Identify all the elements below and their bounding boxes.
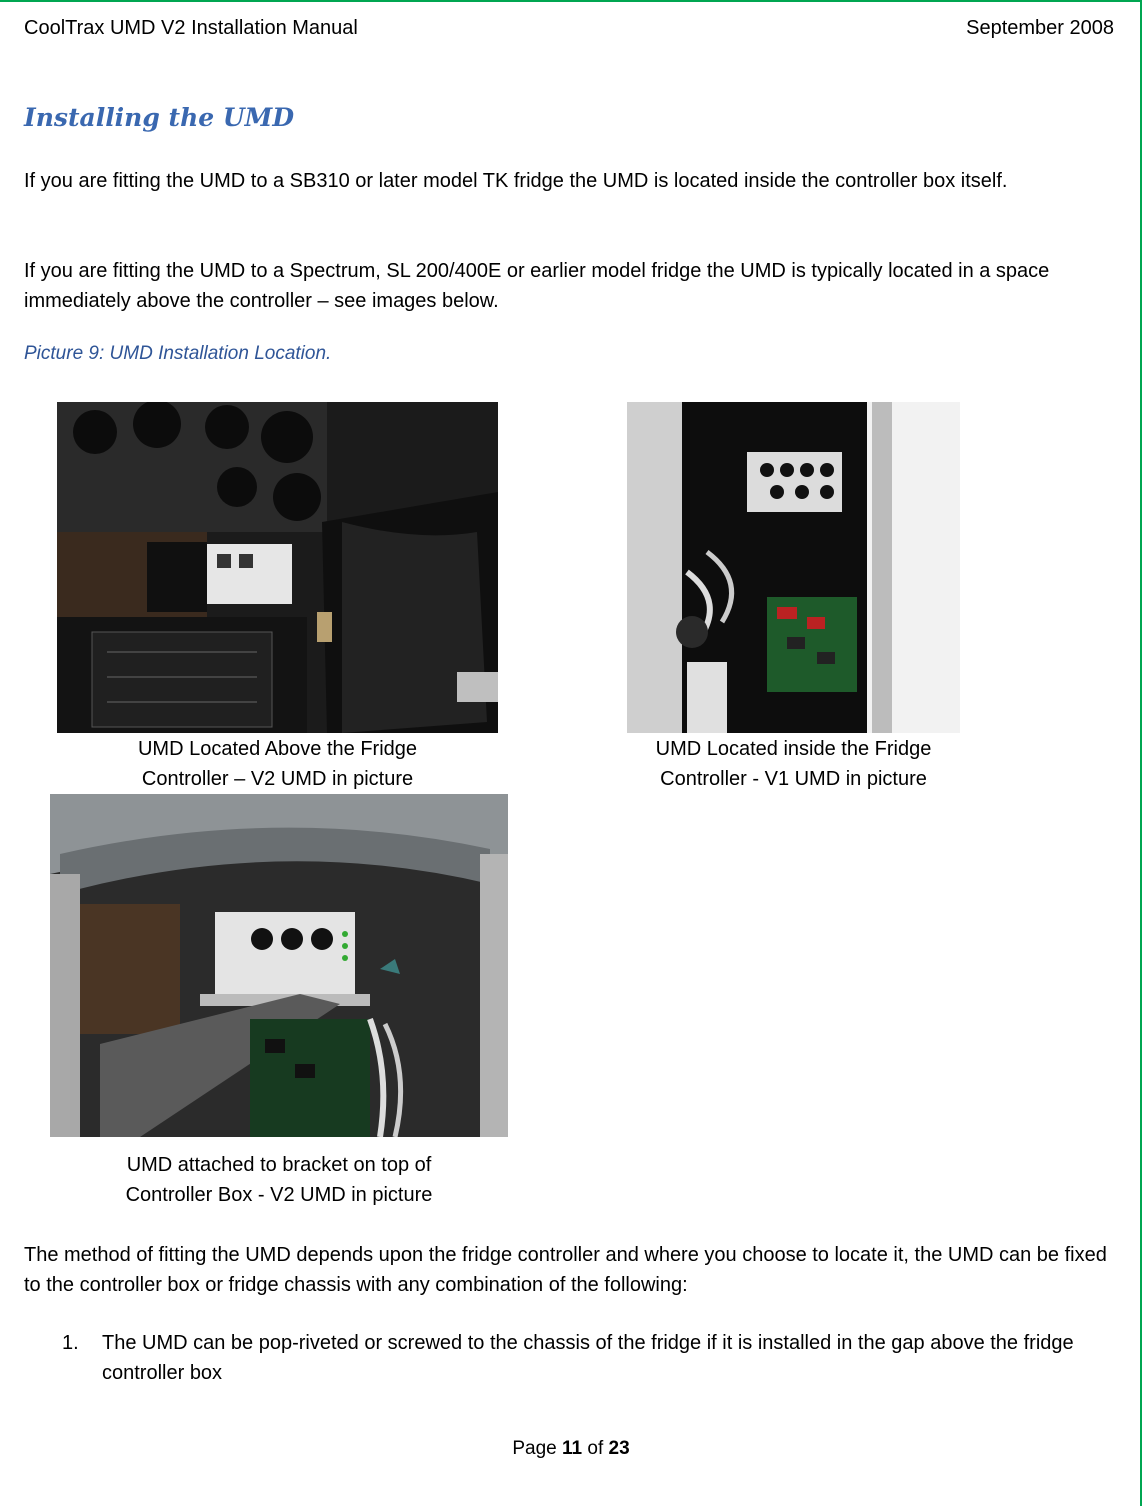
paragraph-spectrum: If you are fitting the UMD to a Spectrum, SL 200/400E or earlier model fridge the UMD is typically located in a space immediately above the controller – see images below. xyxy=(24,260,1050,312)
list-item-text: The UMD can be pop-riveted or screwed to the chassis of the fridge if it is installed in the gap above the fridge controller box xyxy=(102,1332,1074,1384)
paragraph-fitting-method: The method of fitting the UMD depends upon the fridge controller and where you choose to locate it, the UMD can be fixed to the controller box or fridge chassis with any combination of the following: xyxy=(24,1244,1107,1296)
photo-caption-2-line1: UMD Located inside the Fridge xyxy=(655,738,932,760)
header-date: September 2008 xyxy=(966,17,1114,39)
photo-caption-1 xyxy=(57,734,498,794)
photo-caption-3 xyxy=(50,1150,508,1210)
photo-caption-2-line2: Controller - V1 UMD in picture xyxy=(660,768,927,790)
photo-umd-above-controller xyxy=(57,402,498,733)
photo-caption-3-line1: UMD attached to bracket on top of xyxy=(126,1154,432,1176)
paragraph-sb310: If you are fitting the UMD to a SB310 or later model TK fridge the UMD is located inside the controller box itself. xyxy=(24,170,1008,192)
section-title: Installing the UMD xyxy=(24,103,295,132)
header-doc-title: CoolTrax UMD V2 Installation Manual xyxy=(24,17,358,39)
footer-total-pages: 23 xyxy=(608,1438,630,1459)
footer-page-word: Page xyxy=(512,1438,557,1459)
photo-caption-1-line1: UMD Located Above the Fridge xyxy=(137,738,418,760)
footer-of-word: of xyxy=(587,1438,604,1459)
page-footer xyxy=(0,1438,1142,1460)
photo-umd-inside-controller xyxy=(627,402,960,733)
list-item-number: 1. xyxy=(62,1332,79,1354)
photo-caption-3-line2: Controller Box - V2 UMD in picture xyxy=(125,1184,433,1206)
photo-caption-2 xyxy=(627,734,960,794)
footer-page-number: 11 xyxy=(562,1438,583,1459)
picture-caption: Picture 9: UMD Installation Location. xyxy=(24,343,332,364)
photo-caption-1-line2: Controller – V2 UMD in picture xyxy=(141,768,414,790)
page-border-top xyxy=(0,0,1142,2)
photo-umd-bracket xyxy=(50,794,508,1137)
